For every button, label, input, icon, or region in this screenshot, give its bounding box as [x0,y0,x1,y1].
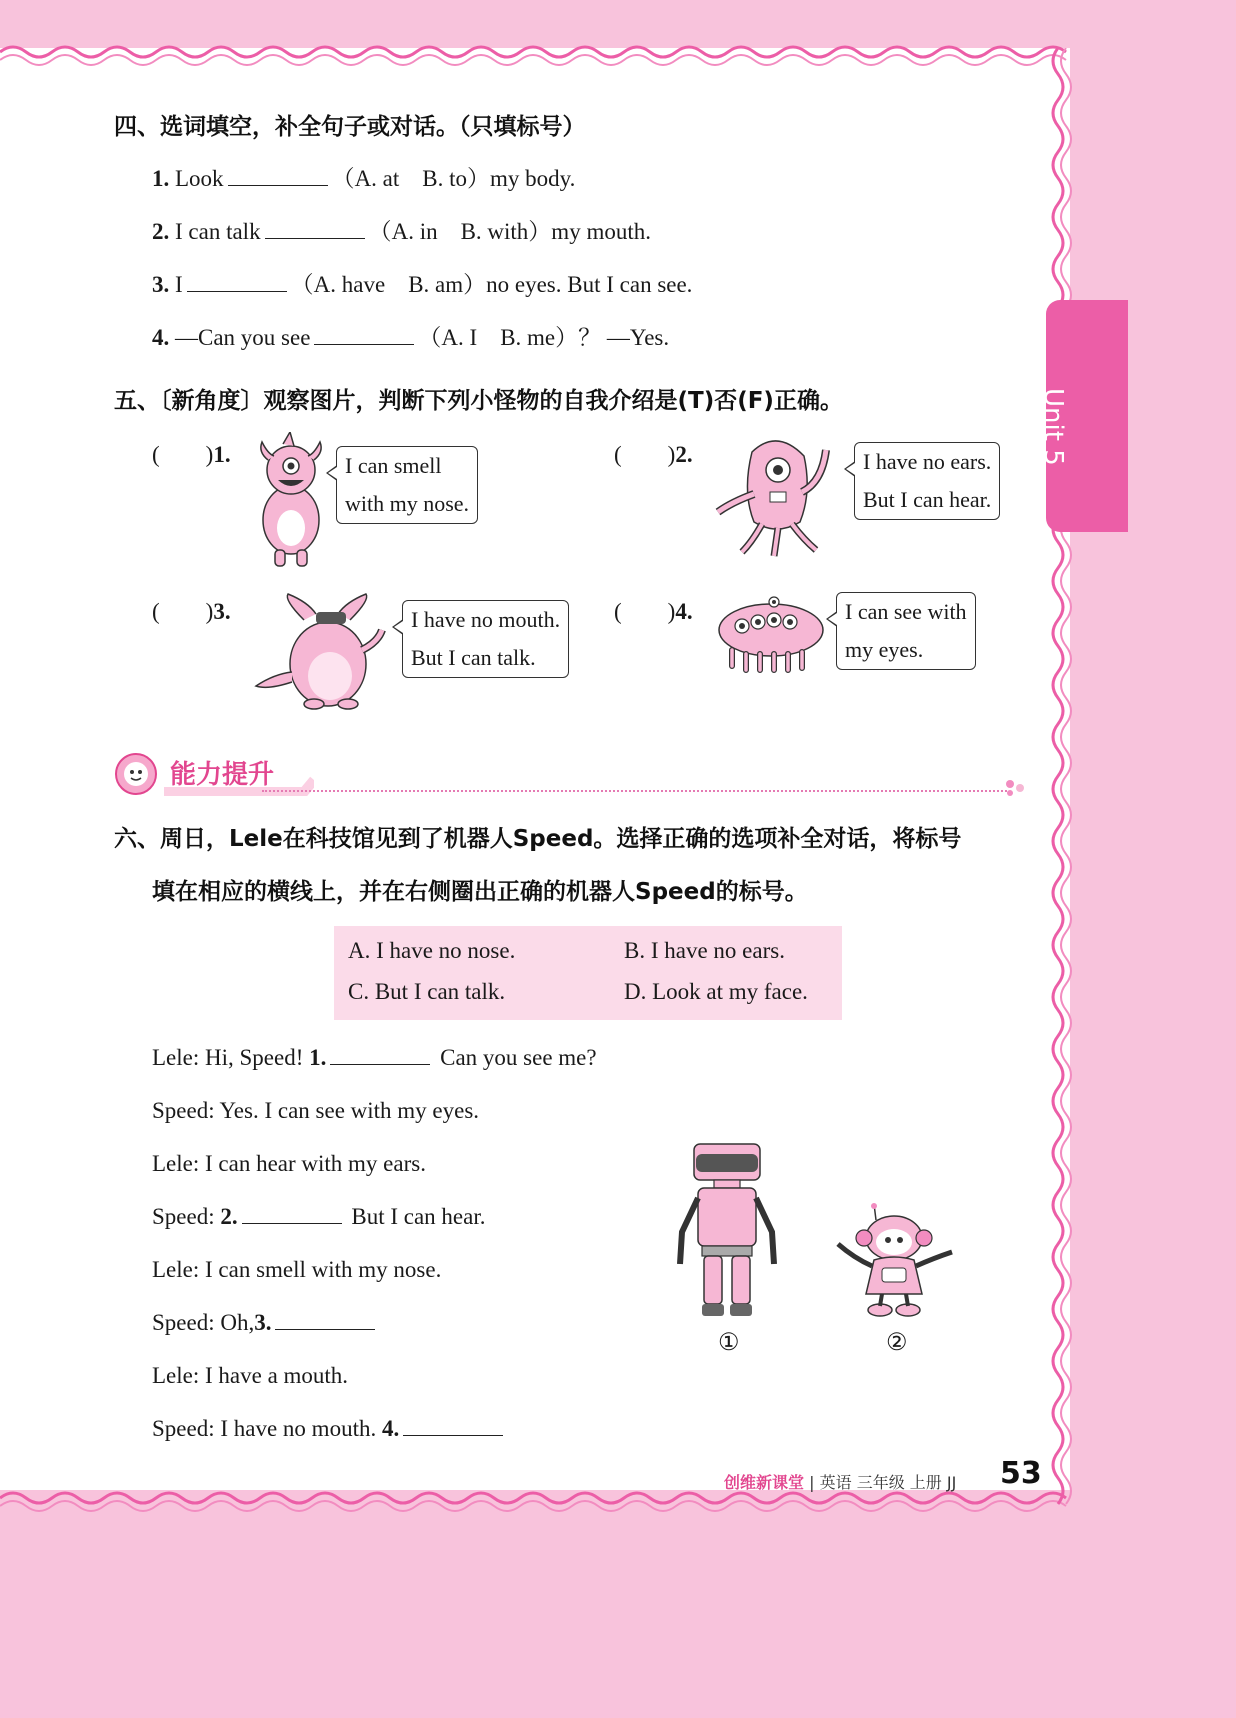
section6-title-line1: 六、周日，Lele在科技馆见到了机器人Speed。选择正确的选项补全对话，将标号 [114,826,962,852]
robot-1-label[interactable]: ① [718,1330,740,1356]
dotted-rule [262,790,1007,792]
judge-paren-4[interactable]: ( )4. [614,599,693,624]
s4-item-1: 1. Look （A. at B. to）my body. [152,166,576,191]
dialogue-line-7: Lele: I have a mouth. [152,1363,349,1388]
footer-volume: 上册 [909,1473,942,1492]
answer-blank[interactable] [187,290,287,292]
right-wave-border [1040,48,1084,1508]
footer-brand: 创维新课堂 [724,1473,805,1492]
speech-bubble-2: I have no ears. But I can hear. [854,442,1000,520]
speech-bubble-3: I have no mouth. But I can talk. [402,600,569,678]
robot-2-label[interactable]: ② [886,1330,908,1356]
answer-blank[interactable] [403,1434,503,1436]
options-box [334,926,842,1020]
answer-blank[interactable] [330,1063,430,1065]
footer-edition: JJ [946,1473,957,1492]
section4-title: 四、选词填空，补全句子或对话。（只填标号） [114,114,586,140]
s4-item-2: 2. I can talk （A. in B. with）my mouth. [152,219,651,244]
dialogue-line-5: Lele: I can smell with my nose. [152,1257,442,1282]
answer-blank[interactable] [275,1328,375,1330]
mascot-icon [112,750,164,796]
answer-blank[interactable] [265,237,365,239]
heading-underline [164,772,314,796]
answer-blank[interactable] [228,184,328,186]
option-a: A. I have no nose. [348,938,516,963]
flower-decoration-icon [1004,778,1028,798]
monster-2-image [712,432,842,562]
judge-paren-3[interactable]: ( )3. [152,599,231,624]
answer-blank[interactable] [242,1222,342,1224]
dialogue-line-4: Speed: 2. But I can hear. [152,1204,486,1229]
robot-2-image [830,1202,964,1322]
s4-item-3: 3. I （A. have B. am）no eyes. But I can see. [152,272,693,297]
option-d: D. Look at my face. [624,979,808,1004]
section5-title: 五、〔新角度〕观察图片，判断下列小怪物的自我介绍是(T)否(F)正确。 [114,388,843,414]
dialogue-line-1: Lele: Hi, Speed! 1. Can you see me? [152,1045,597,1070]
dialogue-line-2: Speed: Yes. I can see with my eyes. [152,1098,480,1123]
dialogue-line-3: Lele: I can hear with my ears. [152,1151,426,1176]
ability-heading-label: 能力提升 [170,760,275,790]
monster-4-image [712,592,830,674]
ability-heading [112,750,1032,796]
speech-bubble-1: I can smell with my nose. [336,446,478,524]
section6-title-line2: 填在相应的横线上，并在右侧圈出正确的机器人Speed的标号。 [152,879,808,905]
judge-paren-2[interactable]: ( )2. [614,442,693,467]
dialogue-line-8: Speed: I have no mouth. 4. [152,1416,507,1442]
answer-blank[interactable] [314,343,414,345]
robot-1-image [672,1142,782,1322]
speech-bubble-4: I can see with my eyes. [836,592,976,670]
page-number: 53 [1000,1456,1042,1491]
option-b: B. I have no ears. [624,938,785,963]
top-wave-border [0,38,1070,78]
footer-grade: 三年级 [856,1473,905,1492]
dialogue-line-6: Speed: Oh,3. [152,1310,379,1336]
footer-info: 创维新课堂 | 英语 三年级 上册 JJ [724,1473,957,1492]
monster-1-image [250,432,332,570]
judge-paren-1[interactable]: ( )1. [152,442,231,467]
unit-tab [1038,300,1128,532]
unit-tab-label: Unit 5 [1038,388,1068,466]
option-c: C. But I can talk. [348,979,506,1004]
s4-item-4: 4. —Can you see （A. I B. me）？ —Yes. [152,325,670,350]
monster-3-image [254,590,390,712]
footer-subject: 英语 [819,1473,852,1492]
